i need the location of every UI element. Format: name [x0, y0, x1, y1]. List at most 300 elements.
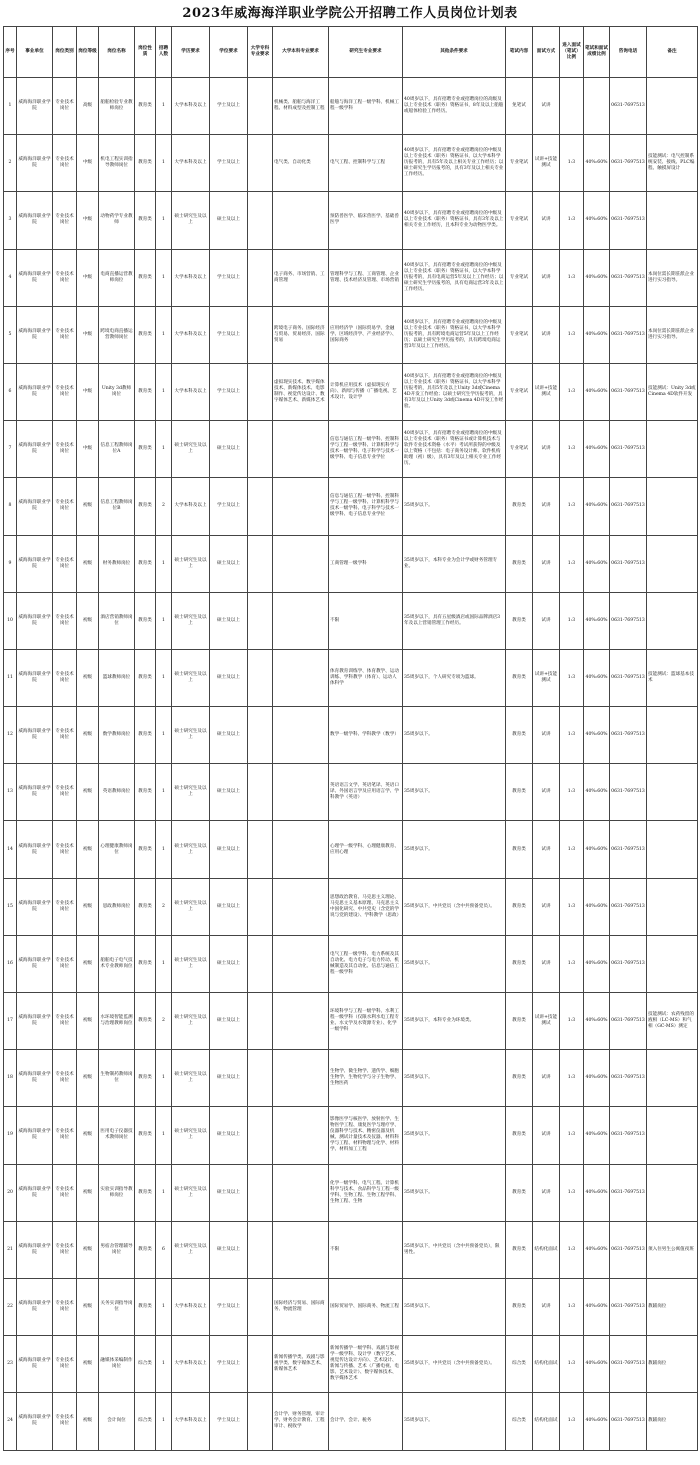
cell-cat: 专业技术岗位	[53, 306, 77, 363]
cell-interview: 试讲	[533, 1278, 560, 1335]
cell-edu: 大学本科及以上	[172, 478, 210, 535]
cell-nature: 教育类	[135, 1107, 156, 1164]
cell-level: 中级	[77, 306, 99, 363]
cell-bk	[273, 192, 329, 249]
table-row	[4, 421, 698, 478]
cell-exam: 教育类	[506, 478, 533, 535]
cell-no: 21	[4, 1221, 17, 1278]
cell-score: 40%:60%	[584, 764, 610, 821]
cell-degree: 硕士及以上	[210, 764, 248, 821]
cell-zk	[248, 878, 273, 935]
cell-degree: 学士及以上	[210, 249, 248, 306]
cell-yjs: 不限	[329, 592, 403, 649]
cell-name: 思政教师岗位	[99, 878, 135, 935]
cell-exam: 教育类	[506, 535, 533, 592]
cell-degree: 学士及以上	[210, 363, 248, 420]
cell-score: 40%:60%	[584, 478, 610, 535]
cell-degree: 硕士及以上	[210, 535, 248, 592]
cell-name: 信息工程教师岗位A	[99, 421, 135, 478]
table-row	[4, 78, 698, 135]
cell-other: 35周岁以下。	[403, 1164, 506, 1221]
cell-no: 5	[4, 306, 17, 363]
cell-score: 40%:60%	[584, 1278, 610, 1335]
cell-other: 35周岁以下。	[403, 935, 506, 992]
cell-no: 8	[4, 478, 17, 535]
cell-level: 初级	[77, 707, 99, 764]
cell-edu: 硕士研究生及以上	[172, 1107, 210, 1164]
column-header: 笔试内容	[506, 27, 533, 78]
cell-score: 40%:60%	[584, 821, 610, 878]
cell-unit: 威海海洋职业学院	[17, 535, 53, 592]
cell-bk: 会计学、财务管理、审计学、财务会计教育、工程审计、税收学	[273, 1393, 329, 1450]
table-row	[4, 535, 698, 592]
cell-degree: 硕士及以上	[210, 935, 248, 992]
cell-level: 初级	[77, 478, 99, 535]
cell-exam: 教育类	[506, 993, 533, 1050]
cell-remark: 技能测试：农药残留的液相（LC-MS）和气相（GC-MS）测定	[647, 993, 698, 1050]
cell-level: 初级	[77, 535, 99, 592]
cell-bk	[273, 707, 329, 764]
page-title: 2023年威海海洋职业学院公开招聘工作人员岗位计划表	[182, 6, 518, 21]
cell-yjs: 信息与通信工程一级学科、控制科学与工程一级学科、计算机科学与技术一级学科、电子科学与技术一级学科、电子信息专业学位	[329, 478, 403, 535]
cell-zk	[248, 478, 273, 535]
cell-unit: 威海海洋职业学院	[17, 993, 53, 1050]
cell-exam: 专业笔试	[506, 135, 533, 192]
cell-other: 40周岁以下，具有招聘专业或招聘岗位的中级及以上专业技术（职务）资格证书，以大学本科学历报考的，具有5年及以上相关专业工作经历；以硕士研究生学历报考的，具有3年及以上相关专业工作经历。	[403, 135, 506, 192]
cell-bk: 跨境电子商务、国际经济与贸易、贸易经济、国际贸易	[273, 306, 329, 363]
cell-level: 高级	[77, 78, 99, 135]
cell-exam: 教育类	[506, 649, 533, 706]
column-header: 岗位类别	[53, 27, 77, 78]
cell-interview: 试讲	[533, 478, 560, 535]
cell-ratio: 1:3	[560, 821, 584, 878]
cell-no: 15	[4, 878, 17, 935]
cell-name: 会计岗位	[99, 1393, 135, 1450]
cell-edu: 大学本科及以上	[172, 78, 210, 135]
cell-remark: 本岗位需长期驻派企业进行实习指导。	[647, 306, 698, 363]
table-row	[4, 1221, 698, 1278]
cell-ratio: 1:3	[560, 249, 584, 306]
header-row	[4, 27, 698, 78]
cell-interview: 试讲	[533, 249, 560, 306]
cell-count: 1	[156, 1278, 172, 1335]
cell-unit: 威海海洋职业学院	[17, 78, 53, 135]
cell-nature: 教育类	[135, 707, 156, 764]
cell-interview: 试讲+技能测试	[533, 649, 560, 706]
cell-remark: 技能测试：电气控制系统安装、接线、PLC编程、触摸屏设计	[647, 135, 698, 192]
cell-score: 40%:60%	[584, 1393, 610, 1450]
cell-edu: 大学本科及以上	[172, 249, 210, 306]
cell-remark	[647, 764, 698, 821]
cell-ratio: 1:3	[560, 535, 584, 592]
cell-other: 35周岁以下，具有五星级酒店或国际品牌酒店3年及以上营销管理工作经历。	[403, 592, 506, 649]
cell-edu: 大学本科及以上	[172, 306, 210, 363]
column-header: 备注	[647, 27, 698, 78]
cell-yjs: 化学一级学科、电气工程、计算机科学与技术、食品科学与工程一级学科、生物工程、生物工程学科、生物工程、生物	[329, 1164, 403, 1221]
cell-other: 35周岁以下。	[403, 707, 506, 764]
cell-exam: 专业笔试	[506, 249, 533, 306]
cell-edu: 硕士研究生及以上	[172, 592, 210, 649]
cell-bk	[273, 421, 329, 478]
cell-nature: 教育类	[135, 935, 156, 992]
cell-other: 35周岁以下，个人研究专项为篮球。	[403, 649, 506, 706]
cell-no: 2	[4, 135, 17, 192]
cell-count: 1	[156, 764, 172, 821]
cell-no: 16	[4, 935, 17, 992]
cell-interview: 试讲	[533, 1164, 560, 1221]
cell-name: 实验实训指导教师岗位	[99, 1164, 135, 1221]
cell-bk: 新闻传播学类、戏剧与影视学类、数字媒体艺术、新媒体艺术	[273, 1336, 329, 1393]
cell-degree: 硕士及以上	[210, 1050, 248, 1107]
cell-other: 35周岁以下，中共党员（含中共预备党员）。	[403, 1336, 506, 1393]
table-row	[4, 993, 698, 1050]
cell-remark: 本岗位需长期驻派企业进行实习指导。	[647, 249, 698, 306]
cell-cat: 专业技术岗位	[53, 821, 77, 878]
cell-other: 35周岁以下，中共党员（含中共预备党员），限男性。	[403, 1221, 506, 1278]
cell-phone: 0631-7697513	[610, 1336, 647, 1393]
cell-score: 40%:60%	[584, 649, 610, 706]
cell-phone: 0631-7697513	[610, 649, 647, 706]
cell-level: 中级	[77, 249, 99, 306]
job-plan-table	[3, 26, 698, 1451]
column-header: 大学专科专业要求	[248, 27, 273, 78]
cell-name: 动物药学专业教师	[99, 192, 135, 249]
cell-cat: 专业技术岗位	[53, 1050, 77, 1107]
cell-nature: 教育类	[135, 1221, 156, 1278]
column-header: 学位要求	[210, 27, 248, 78]
cell-edu: 硕士研究生及以上	[172, 1221, 210, 1278]
cell-degree: 学士及以上	[210, 135, 248, 192]
cell-level: 中级	[77, 135, 99, 192]
cell-other: 40周岁以下，具有招聘专业或招聘岗位的中级及以上专业技术（职务）资格证书，以大学本科学历报考的，具有5年及以上Unity 3d或Cinema 4D开发工作经验；以硕士研究生学历报考的，具有3年及以上Unity 3d或Cinema 4D开发工作经验。	[403, 363, 506, 420]
table-row	[4, 1107, 698, 1164]
cell-other: 40周岁以下，具有招聘专业或招聘岗位的中级及以上专业技术（职务）资格证书，以大学本科学历报考的，具有跨境电商运营5年及以上工作经历；以硕士研究生学历报考的，具有跨境电商运营3年及以上工作经历。	[403, 306, 506, 363]
table-row	[4, 363, 698, 420]
cell-exam: 综合类	[506, 1393, 533, 1450]
cell-phone: 0631-7697513	[610, 1107, 647, 1164]
cell-count: 1	[156, 535, 172, 592]
cell-interview: 结构化面试	[533, 1393, 560, 1450]
cell-nature: 教育类	[135, 135, 156, 192]
cell-score: 40%:60%	[584, 306, 610, 363]
cell-yjs: 思想政治教育、马克思主义理论、马克思主义基本原理、马克思主义中国化研究、中共党史（含党的学说与党的建设）、学科教学（思政）	[329, 878, 403, 935]
cell-exam: 教育类	[506, 707, 533, 764]
cell-zk	[248, 707, 273, 764]
cell-other: 35周岁以下。	[403, 1278, 506, 1335]
cell-phone: 0631-7697513	[610, 306, 647, 363]
cell-name: 篮球教师岗位	[99, 649, 135, 706]
cell-level: 初级	[77, 592, 99, 649]
cell-yjs: 环境科学与工程一级学科、水利工程一级学科（仅限水利水电工程专业、水文学及水资源专业）、化学一级学科	[329, 993, 403, 1050]
cell-bk	[273, 935, 329, 992]
cell-remark: 教辅岗位	[647, 1278, 698, 1335]
cell-edu: 大学本科及以上	[172, 1278, 210, 1335]
cell-other: 35周岁以下。	[403, 478, 506, 535]
cell-no: 19	[4, 1107, 17, 1164]
cell-degree: 硕士及以上	[210, 878, 248, 935]
cell-ratio: 1:3	[560, 1107, 584, 1164]
cell-no: 22	[4, 1278, 17, 1335]
cell-other: 40周岁以下，具有招聘专业或招聘岗位的中级及以上专业技术（职务）资格证书或计算机技术与软件专业技术资格（水平）考试所获得的中级及以上资格（不包括：电子商务设计师、软件机构助理（初）级），具有3年及以上相关专业工作经历。	[403, 421, 506, 478]
cell-phone: 0631-7697513	[610, 1393, 647, 1450]
column-header: 咨询电话	[610, 27, 647, 78]
cell-score: 40%:60%	[584, 1336, 610, 1393]
cell-no: 20	[4, 1164, 17, 1221]
cell-nature: 综合类	[135, 1336, 156, 1393]
cell-unit: 威海海洋职业学院	[17, 249, 53, 306]
cell-interview: 试讲	[533, 421, 560, 478]
cell-level: 中级	[77, 363, 99, 420]
cell-yjs: 船舶与海洋工程一级学科、机械工程一级学科	[329, 78, 403, 135]
cell-interview: 试讲	[533, 1050, 560, 1107]
cell-yjs: 电气工程一级学科、电力系统及其自动化、电力电子与电力传动、机械制造及其自动化、信息与通信工程一级学科	[329, 935, 403, 992]
cell-zk	[248, 363, 273, 420]
cell-ratio: 1:3	[560, 1278, 584, 1335]
cell-count: 1	[156, 1336, 172, 1393]
cell-cat: 专业技术岗位	[53, 935, 77, 992]
column-header: 大学本科专业要求	[273, 27, 329, 78]
cell-degree: 硕士及以上	[210, 192, 248, 249]
cell-exam: 教育类	[506, 935, 533, 992]
cell-bk	[273, 1164, 329, 1221]
table-row	[4, 306, 698, 363]
cell-yjs: 新闻传播学一级学科、戏剧与影视学一级学科、设计学（数字艺术、视觉传达设计方向）、艺术设计、新闻与传播、艺术（广播电视、电影、艺术设计）、数字媒体技术、数字媒体艺术	[329, 1336, 403, 1393]
cell-name: 水环境智能监测与治理教师岗位	[99, 993, 135, 1050]
cell-level: 初级	[77, 1221, 99, 1278]
cell-remark	[647, 421, 698, 478]
cell-phone: 0631-7697513	[610, 764, 647, 821]
cell-edu: 大学本科及以上	[172, 1336, 210, 1393]
cell-ratio: 1:3	[560, 306, 584, 363]
cell-degree: 学士及以上	[210, 1278, 248, 1335]
cell-count: 1	[156, 707, 172, 764]
cell-degree: 硕士及以上	[210, 649, 248, 706]
cell-remark: 技能测试：Unity 3d或Cinema 4D软件开发	[647, 363, 698, 420]
cell-interview: 试讲	[533, 592, 560, 649]
cell-cat: 专业技术岗位	[53, 535, 77, 592]
cell-degree: 学士及以上	[210, 1393, 248, 1450]
cell-level: 初级	[77, 1393, 99, 1450]
cell-exam: 教育类	[506, 592, 533, 649]
cell-name: 船舶电子电气技术专业教师岗位	[99, 935, 135, 992]
cell-level: 初级	[77, 1164, 99, 1221]
cell-nature: 教育类	[135, 535, 156, 592]
cell-zk	[248, 421, 273, 478]
cell-yjs: 生物学、微生物学、遗传学、细胞生物学、生物化学与分子生物学、生物医药	[329, 1050, 403, 1107]
cell-edu: 硕士研究生及以上	[172, 821, 210, 878]
cell-count: 1	[156, 935, 172, 992]
cell-exam: 专业笔试	[506, 421, 533, 478]
cell-bk	[273, 592, 329, 649]
cell-unit: 威海海洋职业学院	[17, 1221, 53, 1278]
cell-score: 40%:60%	[584, 135, 610, 192]
cell-nature: 教育类	[135, 1278, 156, 1335]
cell-exam: 教育类	[506, 821, 533, 878]
cell-ratio: 1:3	[560, 707, 584, 764]
cell-phone: 0631-7697513	[610, 535, 647, 592]
cell-no: 3	[4, 192, 17, 249]
cell-interview: 试讲	[533, 764, 560, 821]
cell-level: 初级	[77, 1336, 99, 1393]
cell-edu: 大学本科及以上	[172, 1393, 210, 1450]
cell-interview: 试讲	[533, 78, 560, 135]
cell-other: 35周岁以下。	[403, 764, 506, 821]
cell-interview: 试讲	[533, 821, 560, 878]
cell-yjs: 心理学一级学科、心理健康教育、应用心理	[329, 821, 403, 878]
cell-nature: 教育类	[135, 878, 156, 935]
cell-count: 1	[156, 192, 172, 249]
cell-unit: 威海海洋职业学院	[17, 935, 53, 992]
cell-count: 1	[156, 135, 172, 192]
cell-level: 初级	[77, 1050, 99, 1107]
cell-exam: 免笔试	[506, 78, 533, 135]
column-header: 岗位名称	[99, 27, 135, 78]
cell-remark	[647, 478, 698, 535]
cell-name: 信息工程教师岗位B	[99, 478, 135, 535]
cell-bk	[273, 878, 329, 935]
cell-phone: 0631-7697513	[610, 421, 647, 478]
cell-exam: 教育类	[506, 1050, 533, 1107]
cell-name: 融媒体采编制作岗位	[99, 1336, 135, 1393]
cell-count: 2	[156, 478, 172, 535]
column-header: 招聘人数	[156, 27, 172, 78]
cell-unit: 威海海洋职业学院	[17, 135, 53, 192]
cell-edu: 硕士研究生及以上	[172, 935, 210, 992]
cell-remark	[647, 1164, 698, 1221]
cell-score: 40%:60%	[584, 421, 610, 478]
cell-no: 14	[4, 821, 17, 878]
cell-unit: 威海海洋职业学院	[17, 1336, 53, 1393]
cell-count: 1	[156, 1050, 172, 1107]
cell-zk	[248, 1221, 273, 1278]
cell-cat: 专业技术岗位	[53, 363, 77, 420]
cell-remark	[647, 192, 698, 249]
cell-count: 1	[156, 1107, 172, 1164]
column-header: 研究生专业要求	[329, 27, 403, 78]
table-row	[4, 878, 698, 935]
cell-remark	[647, 878, 698, 935]
cell-zk	[248, 192, 273, 249]
cell-zk	[248, 249, 273, 306]
cell-nature: 教育类	[135, 1050, 156, 1107]
cell-name: 心理健康教师岗位	[99, 821, 135, 878]
cell-score: 40%:60%	[584, 1050, 610, 1107]
cell-ratio: 1:3	[560, 1221, 584, 1278]
cell-no: 23	[4, 1336, 17, 1393]
cell-name: 关务实训指导岗位	[99, 1278, 135, 1335]
cell-yjs: 数学一级学科、学科教学（数学）	[329, 707, 403, 764]
cell-interview: 试讲	[533, 1107, 560, 1164]
cell-bk	[273, 649, 329, 706]
cell-bk	[273, 535, 329, 592]
cell-no: 18	[4, 1050, 17, 1107]
cell-zk	[248, 306, 273, 363]
cell-other: 35周岁以下，本科专业为环境类。	[403, 993, 506, 1050]
column-header: 岗位性质	[135, 27, 156, 78]
cell-remark: 须入住男生公寓值夜班	[647, 1221, 698, 1278]
cell-edu: 硕士研究生及以上	[172, 1164, 210, 1221]
cell-yjs: 电气工程、控制科学与工程	[329, 135, 403, 192]
cell-remark: 教辅岗位	[647, 1336, 698, 1393]
cell-score: 40%:60%	[584, 707, 610, 764]
cell-yjs: 信息与通信工程一级学科、控制科学与工程一级学科、计算机科学与技术一级学科、电子科学与技术一级学科、电子信息专业学位	[329, 421, 403, 478]
cell-phone: 0631-7697513	[610, 478, 647, 535]
cell-phone: 0631-7697513	[610, 249, 647, 306]
cell-other: 35周岁以下。	[403, 1107, 506, 1164]
cell-remark	[647, 1107, 698, 1164]
cell-cat: 专业技术岗位	[53, 421, 77, 478]
cell-unit: 威海海洋职业学院	[17, 1393, 53, 1450]
cell-count: 1	[156, 363, 172, 420]
cell-no: 11	[4, 649, 17, 706]
cell-interview: 试讲	[533, 935, 560, 992]
cell-count: 2	[156, 878, 172, 935]
cell-other: 40周岁以下，具有招聘专业或招聘岗位的中级及以上专业技术（职务）资格证书，以大学本科学历报考的，具有电商运营5年及以上工作经历；以硕士研究生学历报考的，具有电商运营3年及以上工作经历。	[403, 249, 506, 306]
cell-nature: 教育类	[135, 1164, 156, 1221]
cell-phone: 0631-7697513	[610, 878, 647, 935]
cell-name: 财务教师岗位	[99, 535, 135, 592]
cell-count: 1	[156, 1164, 172, 1221]
cell-cat: 专业技术岗位	[53, 1278, 77, 1335]
cell-remark	[647, 935, 698, 992]
cell-level: 初级	[77, 764, 99, 821]
cell-exam: 专业笔试	[506, 192, 533, 249]
cell-level: 初级	[77, 649, 99, 706]
cell-ratio: 1:3	[560, 1050, 584, 1107]
cell-cat: 专业技术岗位	[53, 1336, 77, 1393]
cell-interview: 结构化面试	[533, 1221, 560, 1278]
cell-remark	[647, 821, 698, 878]
table-row	[4, 649, 698, 706]
cell-name: 酒店营销教师岗位	[99, 592, 135, 649]
cell-zk	[248, 535, 273, 592]
cell-yjs: 管理科学与工程、工商管理、企业管理、技术经济及管理、市场营销	[329, 249, 403, 306]
cell-nature: 综合类	[135, 1393, 156, 1450]
cell-interview: 试讲	[533, 306, 560, 363]
cell-level: 初级	[77, 878, 99, 935]
cell-yjs: 工商管理一级学科	[329, 535, 403, 592]
cell-cat: 专业技术岗位	[53, 249, 77, 306]
cell-bk: 电气类、自动化类	[273, 135, 329, 192]
cell-cat: 专业技术岗位	[53, 764, 77, 821]
cell-no: 10	[4, 592, 17, 649]
cell-nature: 教育类	[135, 478, 156, 535]
cell-remark: 教辅岗位	[647, 1393, 698, 1450]
cell-no: 9	[4, 535, 17, 592]
cell-level: 初级	[77, 821, 99, 878]
cell-edu: 硕士研究生及以上	[172, 1050, 210, 1107]
cell-nature: 教育类	[135, 249, 156, 306]
cell-zk	[248, 135, 273, 192]
cell-zk	[248, 649, 273, 706]
cell-edu: 硕士研究生及以上	[172, 535, 210, 592]
table-row	[4, 1393, 698, 1450]
cell-phone: 0631-7697513	[610, 1278, 647, 1335]
cell-no: 17	[4, 993, 17, 1050]
cell-unit: 威海海洋职业学院	[17, 592, 53, 649]
cell-unit: 威海海洋职业学院	[17, 421, 53, 478]
cell-cat: 专业技术岗位	[53, 649, 77, 706]
cell-no: 1	[4, 78, 17, 135]
cell-nature: 教育类	[135, 821, 156, 878]
cell-degree: 硕士及以上	[210, 821, 248, 878]
cell-ratio: 1:3	[560, 363, 584, 420]
cell-bk	[273, 1221, 329, 1278]
cell-cat: 专业技术岗位	[53, 192, 77, 249]
cell-remark	[647, 78, 698, 135]
cell-phone: 0631-7697513	[610, 363, 647, 420]
cell-count: 1	[156, 306, 172, 363]
